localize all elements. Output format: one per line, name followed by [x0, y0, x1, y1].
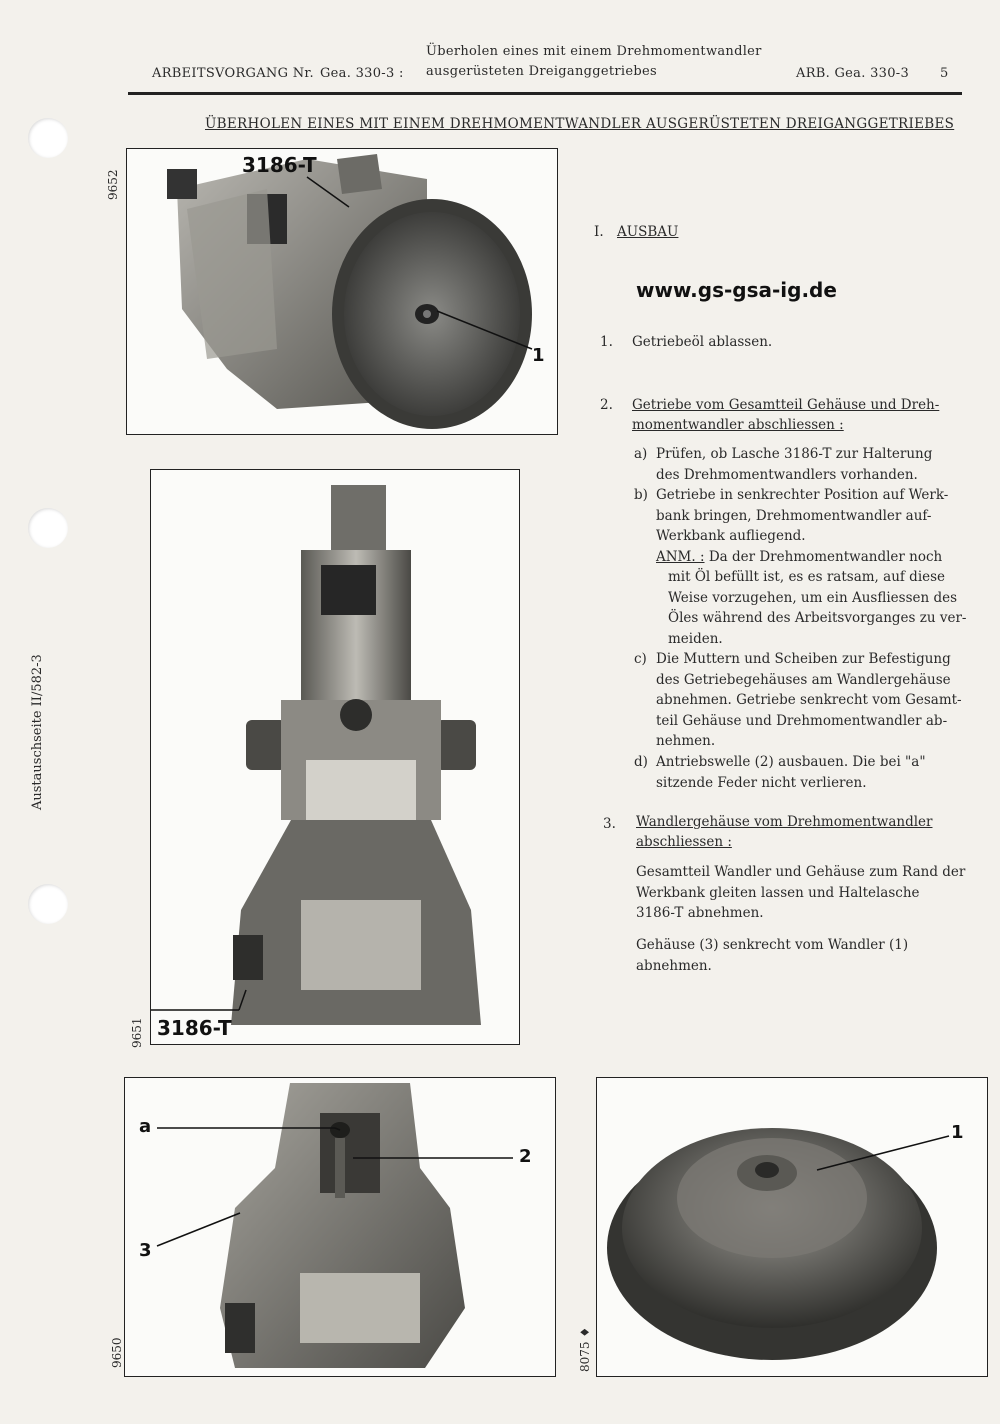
step3-p1-line: Werkbank gleiten lassen und Haltelasche [636, 884, 920, 901]
binder-hole [28, 508, 68, 548]
header-page-number: 5 [940, 66, 949, 81]
step3-p1-line: 3186-T abnehmen. [636, 905, 764, 921]
section-title: AUSBAU [617, 224, 679, 240]
fig3-callout-lines [125, 1078, 555, 1376]
header-description-line1: Überholen eines mit einem Drehmomentwandler [426, 44, 762, 59]
figure-transmission-vertical [150, 469, 520, 1045]
step2-c-line: teil Gehäuse und Drehmomentwandler ab- [656, 712, 948, 729]
step2-c-line: nehmen. [656, 733, 716, 749]
page-title: ÜBERHOLEN EINES MIT EINEM DREHMOMENTWANDLER AUSGERÜSTETEN DREIGANGGETRIEBES [205, 116, 955, 132]
fig3-number: 9650 [110, 1337, 124, 1368]
header-label-left: ARBEITSVORGANG Nr. [152, 66, 314, 81]
header-code-right: ARB. Gea. 330-3 [796, 66, 910, 81]
website-watermark: www.gs-gsa-ig.de [636, 278, 837, 302]
step2-c-line: Die Muttern und Scheiben zur Befestigung [656, 651, 951, 667]
anm-first-text: Da der Drehmomentwandler noch [708, 548, 943, 565]
step1-number: 1. [600, 334, 613, 350]
step2-anm-line: Öles während des Arbeitsvorganges zu ver- [668, 610, 967, 626]
step2-c-marker: c) [634, 651, 647, 667]
fig1-number: 9652 [106, 169, 120, 200]
fig1-tool-label: 3186-T [242, 153, 317, 177]
fig4-callout: 1 [951, 1122, 964, 1143]
step3-p1-line: Gesamtteil Wandler und Gehäuse zum Rand der [636, 864, 966, 880]
step3-number: 3. [603, 816, 616, 832]
step2-number: 2. [600, 397, 613, 413]
figure-transmission-side [126, 148, 558, 435]
step3-paragraph2 [636, 935, 908, 976]
step2-anm-line: Weise vorzugehen, um ein Ausfliessen des [668, 589, 958, 606]
fig1-callout-line [127, 149, 557, 434]
step3-p2-line: abnehmen. [636, 957, 712, 974]
step2-c-line: des Getriebegehäuses am Wandlergehäuse [656, 671, 951, 688]
header-code-left: Gea. 330-3 : [320, 66, 404, 81]
binder-hole [28, 884, 68, 924]
step3-p2-line: Gehäuse (3) senkrecht vom Wandler (1) [636, 937, 909, 953]
step2-b-line: bank bringen, Drehmomentwandler auf- [656, 507, 932, 524]
fig3-callout-2: 2 [519, 1146, 532, 1167]
binder-hole [28, 118, 68, 158]
step3-paragraph1 [636, 862, 965, 924]
fig2-callout-line [151, 470, 519, 1044]
step3-title-line2: abschliessen : [636, 834, 732, 850]
fig3-callout-3: 3 [139, 1240, 152, 1261]
anm-label: ANM. : [656, 548, 705, 565]
fig4-callout-line [597, 1078, 987, 1376]
fig4-number: 8075 ♦ [578, 1326, 592, 1372]
step2-b-line: Werkbank aufliegend. [656, 528, 806, 544]
step3-title-line1: Wandlergehäuse vom Drehmomentwandler [636, 814, 933, 830]
section-number: I. [594, 224, 604, 240]
step2-d-text [656, 752, 926, 793]
step2-anm-line: mit Öl befüllt ist, es es ratsam, auf diese [668, 569, 946, 585]
step2-c-text [656, 649, 962, 752]
header-rule [128, 92, 962, 95]
step2-d-marker: d) [634, 754, 648, 770]
step2-c-line: abnehmen. Getriebe senkrecht vom Gesamt- [656, 692, 962, 708]
step2-anm-line: meiden. [668, 630, 723, 647]
step2-a-line: des Drehmomentwandlers vorhanden. [656, 466, 918, 483]
figure-converter-housing [124, 1077, 556, 1377]
step2-d-line: sitzende Feder nicht verlieren. [656, 774, 867, 791]
step2-b-line: Getriebe in senkrechter Position auf Werk- [656, 487, 949, 503]
step2-anm-first-line [656, 547, 967, 568]
step2-b-marker: b) [634, 487, 648, 503]
step2-title-line1: Getriebe vom Gesamtteil Gehäuse und Dreh- [632, 397, 940, 413]
fig2-tool-label: 3186-T [157, 1016, 232, 1040]
step2-a-line: Prüfen, ob Lasche 3186-T zur Halterung [656, 446, 933, 462]
step2-d-line: Antriebswelle (2) ausbauen. Die bei "a" [656, 754, 926, 770]
header-description-line2: ausgerüsteten Dreiganggetriebes [426, 64, 657, 79]
step2-a-text [656, 444, 932, 485]
step2-a-marker: a) [634, 446, 648, 462]
side-margin-text: Austauschseite II/582-3 [30, 654, 45, 810]
fig3-callout-a: a [139, 1116, 152, 1137]
step1-text: Getriebeöl ablassen. [632, 334, 773, 350]
step2-b-text [656, 485, 967, 649]
step2-title-line2: momentwandler abschliessen : [632, 417, 844, 433]
figure-torque-converter [596, 1077, 988, 1377]
fig1-callout: 1 [532, 345, 545, 366]
fig2-number: 9651 [130, 1017, 144, 1048]
